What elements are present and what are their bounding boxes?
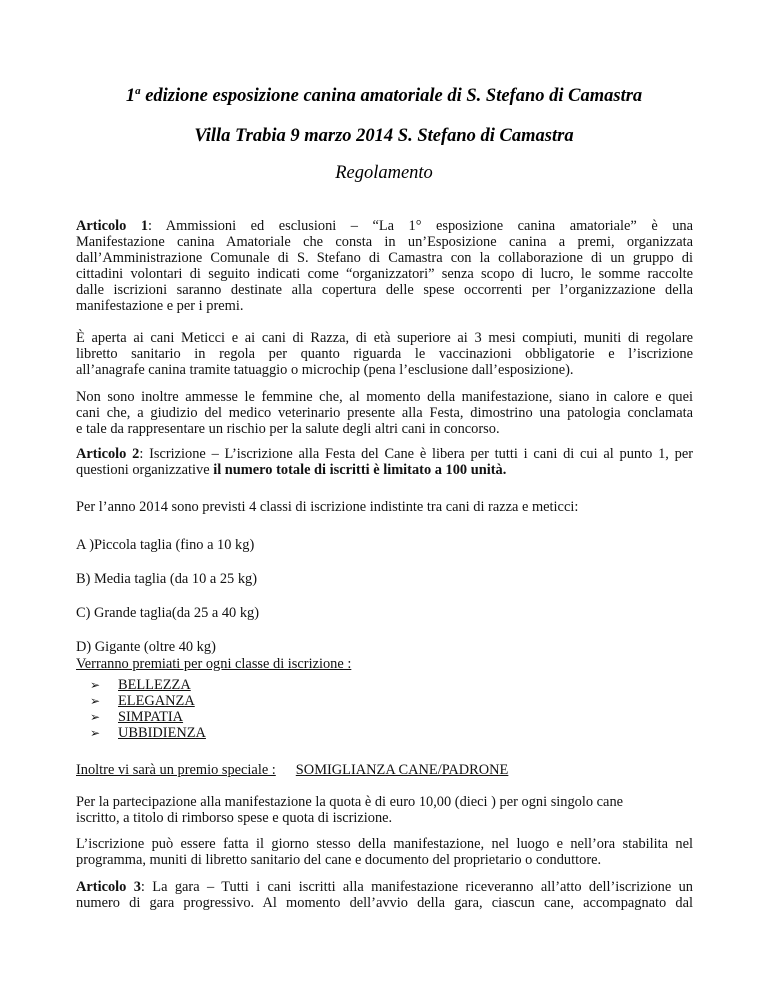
text-line: Non sono inoltre ammesse le femmine che, al momento della manifestazione, siano in calore e quei bbox=[76, 389, 693, 405]
article-1-label: Articolo 1 bbox=[76, 218, 149, 234]
arrow-bullet-icon: ➢ bbox=[90, 710, 101, 724]
text-line: cittadini volontari di seguito indicati come “organizzatori” senza scopo di lucro, le somme raccolte bbox=[76, 266, 693, 282]
awards-list bbox=[90, 677, 206, 741]
text-line: Manifestazione canina Amatoriale che consta in un’Esposizione canina a premi, organizzata bbox=[76, 234, 693, 250]
text-line: Per la partecipazione alla manifestazione la quota è di euro 10,00 (dieci ) per ogni singolo cane bbox=[76, 794, 624, 810]
text-line: libretto sanitario in regola per quanto riguarda le vaccinazioni obbligatorie e l’iscrizione bbox=[76, 346, 693, 362]
document-title: 1$^a$ edizione esposizione canina amatoriale di S. Stefano di Camastra bbox=[125, 84, 643, 106]
admission-paragraph bbox=[76, 330, 693, 378]
fee-paragraph bbox=[76, 794, 693, 826]
list-item: ➢ ELEGANZA bbox=[90, 693, 195, 709]
awards-intro: Verranno premiati per ogni classe di iscrizione : bbox=[76, 656, 352, 672]
arrow-bullet-icon: ➢ bbox=[90, 678, 101, 692]
awards-intro-wrapper bbox=[76, 656, 693, 672]
special-prize-line bbox=[76, 762, 693, 778]
text-line: Articolo 3: La gara – Tutti i cani iscritti alla manifestazione riceveranno all’atto dell’iscrizione un bbox=[76, 879, 693, 895]
section-heading: Regolamento bbox=[335, 163, 433, 183]
text-line: È aperta ai cani Meticci e ai cani di Razza, di età superiore ai 3 mesi compiuti, muniti di regolare bbox=[76, 330, 693, 346]
article-3-label: Articolo 3 bbox=[76, 879, 141, 895]
class-c: C) Grande taglia(da 25 a 40 kg) bbox=[76, 605, 260, 621]
limit-note: il numero totale di iscritti è limitato a 100 unità. bbox=[213, 462, 507, 478]
classes-intro: Per l’anno 2014 sono previsti 4 classi di iscrizione indistinte tra cani di razza e meticci: bbox=[76, 499, 579, 515]
special-prize-value: SOMIGLIANZA CANE/PADRONE bbox=[295, 762, 509, 778]
text-line: iscritto, a titolo di rimborso spese e quota di iscrizione. bbox=[76, 810, 393, 826]
class-d: D) Gigante (oltre 40 kg) bbox=[76, 639, 216, 655]
class-b: B) Media taglia (da 10 a 25 kg) bbox=[76, 571, 258, 587]
arrow-bullet-icon: ➢ bbox=[90, 726, 101, 740]
text-line: manifestazione e per i premi. bbox=[76, 298, 244, 314]
text-line: Articolo 1: Ammissioni ed esclusioni – “La 1° esposizione canina amatoriale” è una bbox=[76, 218, 693, 234]
list-item: ➢ SIMPATIA bbox=[90, 709, 184, 725]
text-line: dalle iscrizioni saranno destinate alla copertura delle spese occorrenti per l’organizzazione della bbox=[76, 282, 693, 298]
text-line: numero di gara progressivo. Al momento dell’avvio della gara, ciascun cane, accompagnato dal bbox=[76, 895, 693, 911]
text-line: programma, muniti di libretto sanitario del cane e documento del proprietario o conduttore. bbox=[76, 852, 602, 868]
article-1-paragraph bbox=[76, 218, 693, 314]
article-3-paragraph bbox=[76, 879, 693, 911]
text-line: questioni organizzative il numero totale di iscritti è limitato a 100 unità. bbox=[76, 462, 507, 478]
arrow-bullet-icon: ➢ bbox=[90, 694, 101, 708]
list-item: ➢ BELLEZZA bbox=[90, 677, 191, 693]
list-item: ➢ UBBIDIENZA bbox=[90, 725, 206, 741]
class-a: A )Piccola taglia (fino a 10 kg) bbox=[76, 537, 255, 553]
text-line: L’iscrizione può essere fatta il giorno stesso della manifestazione, nel luogo e nell’ora stabilita nel bbox=[76, 836, 693, 852]
document-subtitle: Villa Trabia 9 marzo 2014 S. Stefano di Camastra bbox=[194, 126, 574, 146]
text-line: cani che, a giudizio del medico veterinario presente alla Festa, dimostrino una patologia conclamata bbox=[76, 405, 693, 421]
text-line: dall’Amministrazione Comunale di S. Stefano di Camastra con la collaborazione di un gruppo di bbox=[76, 250, 693, 266]
text-line: Articolo 2: Iscrizione – L’iscrizione alla Festa del Cane è libera per tutti i cani di cui al punto 1, per bbox=[76, 446, 694, 462]
text-line: e tale da rappresentare un rischio per la salute degli altri cani in concorso. bbox=[76, 421, 500, 437]
text-line: all’anagrafe canina tramite tatuaggio o microchip (pena l’esclusione dall’esposizione). bbox=[76, 362, 574, 378]
article-2-paragraph bbox=[76, 446, 693, 478]
exclusion-paragraph bbox=[76, 389, 693, 437]
special-prize-label: Inoltre vi sarà un premio speciale : bbox=[76, 762, 276, 778]
registration-paragraph bbox=[76, 836, 693, 868]
article-2-label: Articolo 2 bbox=[76, 446, 140, 462]
